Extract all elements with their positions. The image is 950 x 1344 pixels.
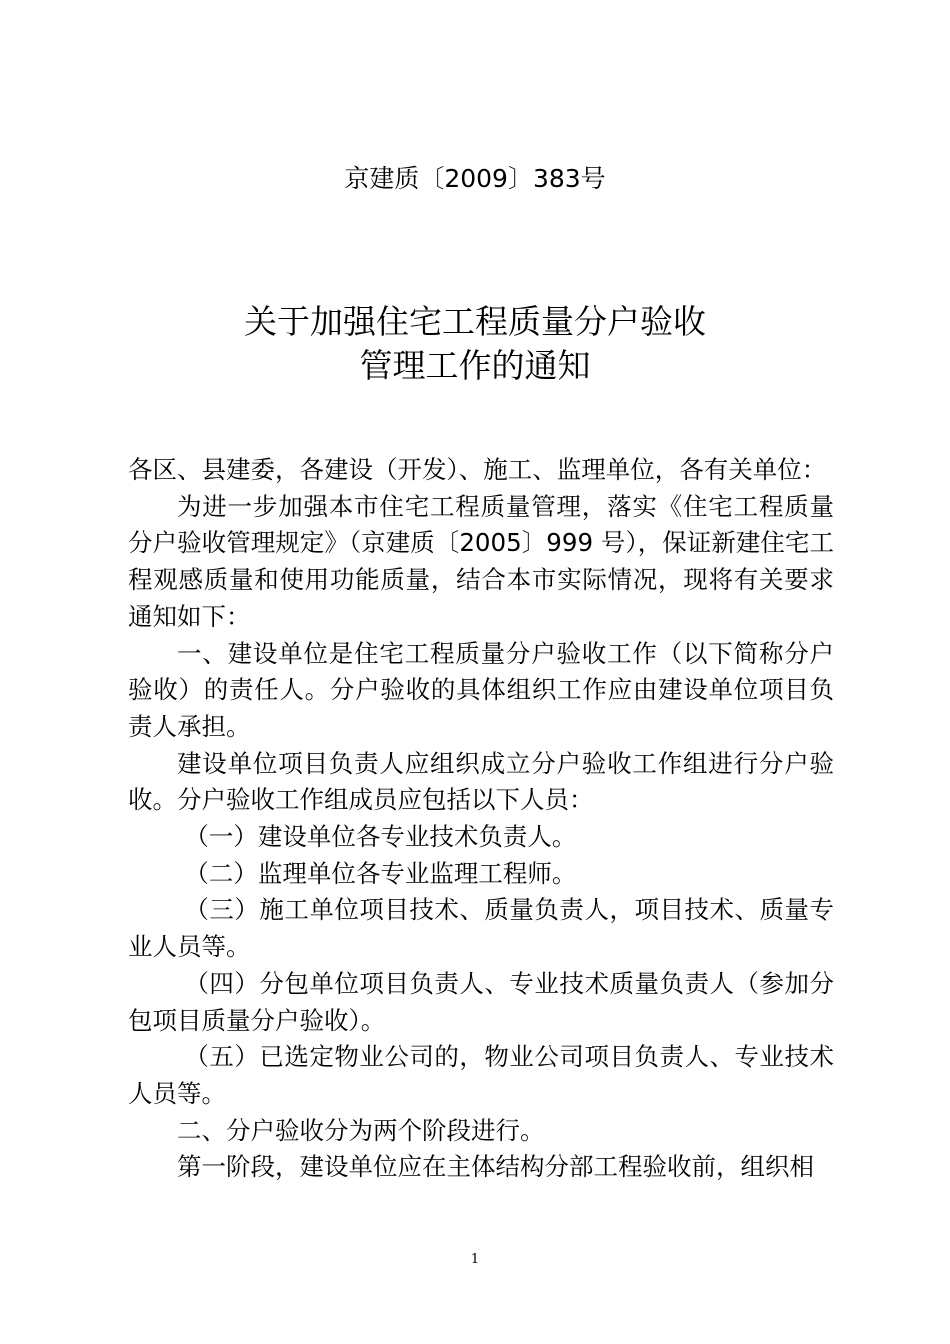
list-item-5: （五）已选定物业公司的，物业公司项目负责人、专业技术人员等。 bbox=[128, 1042, 834, 1108]
paragraph-intro: 为进一步加强本市住宅工程质量管理，落实《住宅工程质量分户验收管理规定》（京建质〔2005〕999 号），保证新建住宅工程观感质量和使用功能质量，结合本市实际情况，现将有关要求通知如下： bbox=[128, 491, 834, 631]
paragraph-section-1: 一、建设单位是住宅工程质量分户验收工作（以下简称分户验收）的责任人。分户验收的具体组织工作应由建设单位项目负责人承担。 bbox=[128, 638, 834, 741]
list-item-1: （一）建设单位各专业技术负责人。 bbox=[184, 822, 577, 852]
page-number: 1 bbox=[470, 1252, 480, 1267]
paragraph-stage-1: 第一阶段，建设单位应在主体结构分部工程验收前，组织相 bbox=[177, 1152, 814, 1182]
list-item-3: （三）施工单位项目技术、质量负责人，项目技术、质量专业人员等。 bbox=[128, 895, 834, 962]
document-number: 京建质〔2009〕383号 bbox=[344, 164, 606, 193]
document-title bbox=[0, 300, 950, 388]
paragraph-section-2: 二、分户验收分为两个阶段进行。 bbox=[177, 1115, 545, 1145]
title-line-2: 管理工作的通知 bbox=[359, 346, 591, 385]
list-item-4: （四）分包单位项目负责人、专业技术质量负责人（参加分包项目质量分户验收）。 bbox=[128, 968, 834, 1035]
salutation: 各区、县建委，各建设（开发）、施工、监理单位，各有关单位： bbox=[128, 455, 827, 484]
list-item-2: （二）监理单位各专业监理工程师。 bbox=[184, 858, 577, 888]
paragraph-working-group: 建设单位项目负责人应组织成立分户验收工作组进行分户验收。分户验收工作组成员应包括以下人员： bbox=[128, 748, 834, 815]
title-line-1: 关于加强住宅工程质量分户验收 bbox=[244, 302, 706, 341]
document-body bbox=[128, 452, 834, 1186]
